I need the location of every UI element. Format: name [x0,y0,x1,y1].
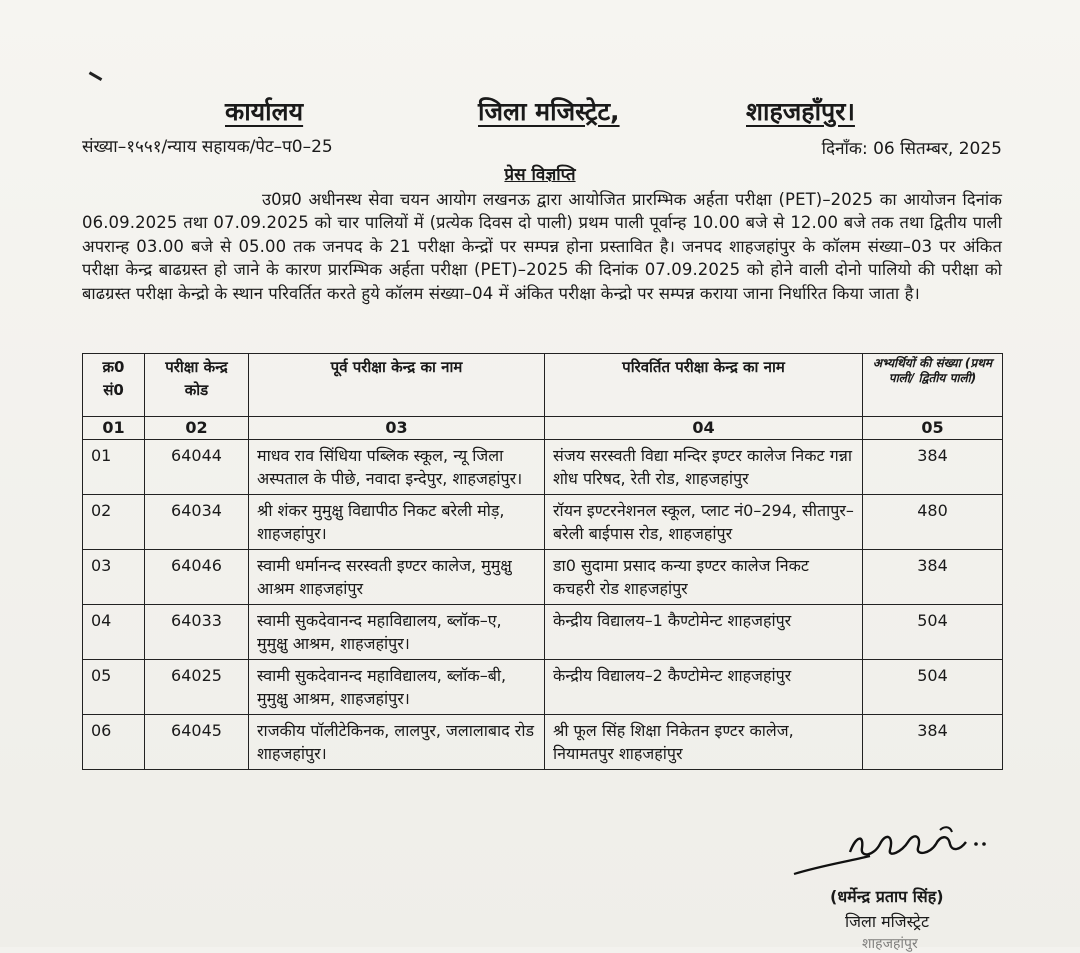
cell-code: 64045 [145,715,249,770]
office-title [0,94,1080,130]
cell-code: 64046 [145,550,249,605]
column-number: 02 [145,417,249,440]
body-paragraph: उ0प्र0 अधीनस्थ सेवा चयन आयोग लखनऊ द्वारा आयोजित प्रारम्भिक अर्हता परीक्षा (PET)–2025 का आयोजन दिनांक 06.09.2025 तथा 07.09.2025 को चार पालियों में (प्रत्येक दिवस दो पाली) प्रथम पाली पूर्वान्ह 10.00 बजे से 12.00 बजे तक तथा द्वितीय पाली अपरान्ह 03.00 बजे से 05.00 तक जनपद के 21 परीक्षा केन्द्रों पर सम्पन्न होना प्रस्तावित है। जनपद शाहजहांपुर के कॉलम संख्या–03 पर अंकित परीक्षा केन्द्र बाढग्रस्त हो जाने के कारण प्रारम्भिक अर्हता परीक्षा (PET)–2025 की दिनांक 07.09.2025 को होने वाली दोनो पालियो की परीक्षा को बाढग्रस्त परीक्षा केन्द्रो के स्थान परिवर्तित करते हुये कॉलम संख्या–04 में अंकित परीक्षा केन्द्रो पर सम्पन्न कराया जाना निर्धारित किया जाता है। [82,190,1002,303]
reference-number: संख्या–१५५१/न्याय सहायक/पेट–प0–25 [82,137,333,157]
cell-count: 504 [863,660,1003,715]
header-new-center: परिवर्तित परीक्षा केन्द्र का नाम [545,354,863,417]
cell-old-center: स्वामी सुकदेवानन्द महाविद्यालय, ब्लॉक–बी, मुमुक्षु आश्रम, शाहजहांपुर। [249,660,545,715]
table-row [83,715,1003,770]
signatory-place: शाहजहांपुर [862,936,918,952]
table-row [83,495,1003,550]
cell-sno: 05 [83,660,145,715]
pen-mark [84,71,103,89]
table-row [83,660,1003,715]
cell-code: 64044 [145,440,249,495]
cell-old-center: स्वामी धर्मानन्द सरस्वती इण्टर कालेज, मुमुक्षु आश्रम शाहजहांपुर [249,550,545,605]
cell-sno: 01 [83,440,145,495]
table-header-row [83,354,1003,417]
cell-count: 504 [863,605,1003,660]
signatory-designation: जिला मजिस्ट्रेट [845,912,930,931]
cell-count: 384 [863,715,1003,770]
signature-scribble-icon [790,822,1000,882]
cell-sno: 02 [83,495,145,550]
column-number-row [83,417,1003,440]
cell-count: 384 [863,440,1003,495]
handwritten-signature [790,822,1000,882]
exam-centers-table [82,353,1003,770]
office-word: कार्यालय [225,97,304,126]
cell-old-center: माधव राव सिंधिया पब्लिक स्कूल, न्यू जिला अस्पताल के पीछे, नवादा इन्देपुर, शाहजहांपुर। [249,440,545,495]
column-number: 05 [863,417,1003,440]
cell-new-center: संजय सरस्वती विद्या मन्दिर इण्टर कालेज निकट गन्ना शोध परिषद, रेती रोड, शाहजहांपुर [545,440,863,495]
cell-new-center: केन्द्रीय विद्यालय–1 कैण्टोमेन्ट शाहजहांपुर [545,605,863,660]
cell-sno: 06 [83,715,145,770]
column-number: 01 [83,417,145,440]
cell-new-center: श्री फूल सिंह शिक्षा निकेतन इण्टर कालेज, नियामतपुर शाहजहांपुर [545,715,863,770]
column-number: 04 [545,417,863,440]
table-row [83,605,1003,660]
column-number: 03 [249,417,545,440]
document-date: दिनाँक: 06 सितम्बर, 2025 [821,139,1002,159]
header-old-center: पूर्व परीक्षा केन्द्र का नाम [249,354,545,417]
press-release-title: प्रेस विज्ञप्ति [504,165,576,185]
table-row [83,440,1003,495]
cell-count: 480 [863,495,1003,550]
cell-code: 64033 [145,605,249,660]
cell-sno: 03 [83,550,145,605]
cell-old-center: स्वामी सुकदेवानन्द महाविद्यालय, ब्लॉक–ए, मुमुक्षु आश्रम, शाहजहांपुर। [249,605,545,660]
cell-new-center: डा0 सुदामा प्रसाद कन्या इण्टर कालेज निकट कचहरी रोड शाहजहांपुर [545,550,863,605]
header-code: परीक्षा केन्द्र कोड [145,354,249,417]
cell-count: 384 [863,550,1003,605]
cell-code: 64025 [145,660,249,715]
cell-old-center: श्री शंकर मुमुक्षु विद्यापीठ निकट बरेली मोड़, शाहजहांपुर। [249,495,545,550]
cell-new-center: केन्द्रीय विद्यालय–2 कैण्टोमेन्ट शाहजहांपुर [545,660,863,715]
table-row [83,550,1003,605]
cell-sno: 04 [83,605,145,660]
office-name: जिला मजिस्ट्रेट, [478,97,620,126]
cell-old-center: राजकीय पॉलीटेकिनक, लालपुर, जलालाबाद रोड शाहजहांपुर। [249,715,545,770]
header-candidate-count: अभ्यर्थियों की संख्या (प्रथम पाली/ द्वितीय पाली) [863,354,1003,417]
office-place: शाहजहाँपुर। [746,97,855,126]
signatory-name: (धर्मेन्द्र प्रताप सिंह) [830,887,944,906]
cell-code: 64034 [145,495,249,550]
cell-new-center: रॉयन इण्टरनेशनल स्कूल, प्लाट नं0–294, सीतापुर–बरेली बाईपास रोड, शाहजहांपुर [545,495,863,550]
header-sno: क्र0 सं0 [83,354,145,417]
